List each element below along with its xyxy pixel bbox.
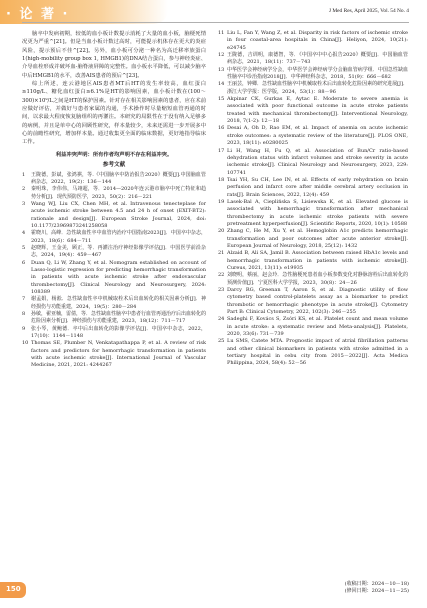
manuscript-dates — [345, 581, 409, 595]
reference-text: 霍晓川，高峰．急性缺血性卒中血管内治疗中国指南2023[J]．中国卒中杂志，2023，18(6)：684－711 — [31, 230, 206, 244]
reference-number: 18 — [218, 176, 225, 183]
reference-item — [218, 272, 408, 287]
conflict-text: 所有作者均声明不存在利益冲突。 — [92, 151, 173, 158]
reference-item — [218, 125, 408, 147]
reference-number: 9 — [22, 325, 26, 332]
reference-text: Lasek-Bal A, Cieplińska S, Lisiewska K, et al. Elevated glucose is associated with hemorrhagic transformation after mechanical thrombectomy in acute ischemic stroke patients with severe pretreatment hyperperfusion[J]. Scientific Reports, 2020, 10(1): 10588 — [227, 198, 408, 227]
reference-item — [22, 172, 206, 187]
reference-number: 1 — [22, 171, 26, 178]
reference-item — [22, 186, 206, 201]
reference-text: Darcy RG, Greenan T, Aaron S, et al. Diagnostic utility of flow cytometry based control-platelets assay as a biomarker to predict thrombotic or hemorrhagic phenotype in acute stroke[J]. Cytometry Part B: Clinical Cytometry, 2022, 102(3): 246－255 — [227, 287, 408, 316]
reference-number: 24 — [218, 316, 225, 323]
reference-number: 8 — [22, 311, 26, 318]
reference-number: 15 — [218, 96, 225, 103]
reference-number: 16 — [218, 125, 225, 132]
reference-list-left — [22, 172, 206, 370]
reference-item — [218, 81, 408, 96]
reference-item — [22, 201, 206, 230]
reference-item — [22, 326, 206, 341]
section-banner — [0, 0, 168, 24]
reference-number: 10 — [22, 340, 29, 347]
reference-item — [22, 260, 206, 297]
reference-text: Sadeghi F, Kovács S, Zsóri KS, et al. Platelet count and mean volume in acute stroke: a systematic review and Meta-analysis[J]. Platelets, 2020, 33(6): 731－739 — [227, 316, 408, 338]
header-divider — [22, 22, 409, 23]
reference-text: 秦明珠，李伟伟，马翊超，等．2014—2020年连云港市脑卒中死亡特征和趋势分析[J]．现代预防医学，2023，50(2)：216－221 — [31, 186, 206, 200]
reference-text: 刘晓明，蔡丽，赵会玲．急性脑梗死患者血小板参数变化对静脉溶栓后出血转化的预测价值[J]．宁夏医科大学学报，2023，30(8)：24－26 — [227, 272, 408, 286]
references-heading: 参考文献 — [102, 162, 126, 169]
reference-text: Duan Q, Li W, Zhang Y, et al. Nomogram established on account of Lasso-logistic regression for predicting hemorrhagic transformation in patients with acute ischemic stroke after endovascular thrombectomy[J]. Clinical Neurology and Neurosurgery, 2024: 108389 — [31, 259, 206, 295]
reference-text: Akpinar CK, Gurkas E, Aytac E. Moderate to severe anemia is associated with poor functional outcome in acute stroke patients treated with mechanical thrombectomy[J]. Interventional Neurology, 2018, 7(1-2): 12－18 — [227, 96, 408, 125]
reference-number: 20 — [218, 228, 225, 235]
section-title: · 论 著 · — [6, 7, 70, 22]
reference-number: 5 — [22, 244, 26, 251]
reference-item — [22, 245, 206, 260]
reference-text: Wang WJ, Liu CX, Chen MH, et al. Intravenous tenecteplase for acute ischemic stroke between 4.5 and 24 h of onset (EXIT-BT2): rationale and design[J]. European Stroke Journal, 2024, doi: 10.1177/23969873241258058 — [31, 200, 206, 229]
reference-number: 13 — [218, 66, 225, 73]
reference-item — [218, 199, 408, 228]
reference-number: 6 — [22, 259, 26, 266]
reference-number: 23 — [218, 287, 225, 294]
reference-number: 11 — [218, 30, 225, 36]
reference-text: Lu SMS, Catete MTA. Prognostic impact of atrial fibrillation patterns and other clinical biomarkers in patients with stroke admitted in a tertiary hospital in cebu city from 2015－2022[J]. Acta Medica Philippina, 2024, 58(4): 52－56 — [227, 338, 408, 367]
reference-list-right — [218, 30, 408, 368]
reference-item — [218, 52, 408, 67]
right-column — [218, 30, 408, 368]
body-paragraph-1: 脑卒中发病初期，较低的血小板计数提示消耗了大量的血小板，脑梗死情况更为严重^[21]。但是当血小板计数过高时，可能提示机体存在更大的炎症风险，提示预后不佳^[22]。另外，血小板可分泌一种名为高迁移率族蛋白1(high-mobility group box 1, HMGB1)的DNA结合蛋白，参与神经炎症、介导血栓形成并破坏血-脑脊液屏障的完整性。血小板水平降低，可以减少脑卒中后HMGB1的水平，改善AIS患者的预后^[23]。 — [22, 31, 206, 79]
reference-text: 中华医学会神经病学分会，中华医学会神经病学分会脑血管病学组．中国急性缺血性脑卒中诊治指南2018[J]．中华神经科杂志，2018，51(9)：666－682 — [227, 66, 408, 81]
reference-number: 12 — [218, 52, 225, 59]
left-column — [22, 30, 206, 370]
reference-item — [218, 177, 408, 199]
reference-number: 25 — [218, 338, 225, 345]
journal-citation: J Med Res, April 2025, Vol. 54 No. 4 — [328, 8, 409, 14]
reference-text: Desai A, Oh D, Rao EM, et al. Impact of anemia on acute ischemic stroke outcomes: a systematic review of the literature[J]. PLOS ONE, 2023, 18(11): e0280025 — [227, 125, 408, 147]
received-date: (收稿日期：2024－10－18) — [344, 581, 409, 587]
reference-item — [218, 148, 408, 177]
reference-text: Zhang C, He M, Xu Y, et al. Hemoglobin A1c predicts hemorrhagic transformation and poor outcomes after acute anterior stroke[J]. European Journal of Neurology, 2018, 25(12): 1432 — [227, 228, 408, 249]
reference-number: 22 — [218, 272, 225, 279]
reference-item — [218, 96, 408, 125]
conflict-label: 利益冲突声明： — [55, 151, 93, 158]
reference-text: 赵晓辉，王金美，顾正，等．再灌注治疗神经影像学评估[J]．中国医学前沿杂志，2024，19(4)：459－467 — [31, 244, 206, 259]
page-number: 150 — [6, 585, 21, 593]
reference-text: 王陇德，彭斌，张鸿祺，等.《中国脑卒中防治报告2020》概要[J].中国脑血管病杂志，2022，19(2)：136－144 — [31, 171, 206, 185]
reference-item — [218, 67, 408, 82]
reference-text: Liu L, Fan Y, Wang Z, et al. Disparity in risk factors of ischemic stroke in four coastal-area hospitals in China[J]. Heliyon, 2024, 10(21): e24745 — [227, 30, 408, 51]
reference-item — [218, 30, 408, 52]
body-paragraph-2: 综上所述，连云港地区AIS患者MT后HT的发生率较高，血红蛋白≥110g/L、糖化血红蛋白≥6.1%是HT的影响因素，血小板计数在(100～300)×10⁹/L之间是HT的保护因素。针对存在相关影响因素的患者，应在术前应做好评估，并做好与患者家属的沟通，手术操作时尽量缩短血管再通的时间，以求最大程度恢复脑组织的再灌注。本研究的局限性在于没有纳入足够多的病例，并且是单中心的回顾性研究，样本量较少，未来还需进一步开展多中心的前瞻性研究，增加样本量。通过收集更全面的临床数据，更好地指导临床工作。 — [22, 81, 206, 146]
conflict-statement — [22, 151, 206, 159]
reference-number: 7 — [22, 296, 26, 303]
reference-item — [22, 230, 206, 245]
reference-item — [22, 296, 206, 311]
reference-item — [218, 228, 408, 250]
reference-number: 3 — [22, 200, 26, 207]
reference-number: 17 — [218, 147, 225, 154]
reference-item — [22, 311, 206, 326]
reference-item — [218, 316, 408, 338]
reference-item — [218, 338, 408, 367]
reference-text: Tsai YH, Su CH, Lee IN, et al. Effects of early rehydration on brain perfusion and infarct core after middle cerebral artery occlusion in rats[J]. Brain Sciences, 2022, 12(4): 459 — [227, 176, 408, 198]
page-header — [0, 0, 427, 30]
reference-text: 谢孟娟，杨淞．急性缺血性卒中机械取栓术后出血转化的相关因素分析[J]．神经损伤与功能重建，2024，19(5)：280－284 — [31, 296, 206, 310]
reference-item — [218, 250, 408, 272]
reference-text: 王陇德，吉训明，康德智，等．《中国卒中中心报告2020》概要[J]．中国脑血管病杂志，2021，18(11)：737－743 — [227, 52, 408, 66]
reference-text: 王丽芸，钟卿．急性缺血性脑卒中机械取栓术后出血转化危险因素的研究进展[J]．浙江大学学报：医学版，2024，53(1)：88－96 — [227, 81, 408, 95]
page-number-tab — [0, 582, 26, 598]
reference-text: Thomas SE, Plumber N, Venkatapathappa P, et al. A review of risk factors and predictors for hemorrhagic transformation in patients with acute ischemic stroke[J]. International Journal of Vascular Medicine, 2021, 2021: 4244267 — [31, 340, 206, 369]
reference-text: Li H, Wang H, Fu Q, et al. Association of Bun/Cr ratio-based dehydration status with infarct volumes and stroke severity in acute ischemic stroke[J]. Clinical Neurology and Neurosurgery, 2023, 229: 107741 — [227, 147, 408, 176]
reference-number: 2 — [22, 186, 26, 193]
reference-number: 19 — [218, 198, 225, 205]
reference-text: Alzaid B, Ali SA, Jamil B. Association between raised HbA1c levels and hemorrhagic transformation in patients with ischemic stroke[J]. Cureus, 2021, 13(11): e19935 — [227, 250, 408, 271]
reference-number: 14 — [218, 81, 225, 88]
reference-text: 张小琴，黄鲍德．卒中后出血转化的影像学评估[J]．中国卒中杂志，2022，17(10)：1144－1148 — [31, 325, 206, 340]
revised-date: (修回日期：2024－11－25) — [344, 588, 409, 594]
reference-number: 21 — [218, 250, 225, 257]
reference-item — [218, 287, 408, 316]
reference-text: 孙敏，翟亚楠，雷倩，等．急性缺血性脑卒中患者行血管再通治疗后出血转化的危险因素分析[J]．神经损伤与功能重建，2023，18(12)：711－717 — [31, 311, 207, 325]
reference-item — [22, 340, 206, 369]
reference-number: 4 — [22, 230, 26, 237]
